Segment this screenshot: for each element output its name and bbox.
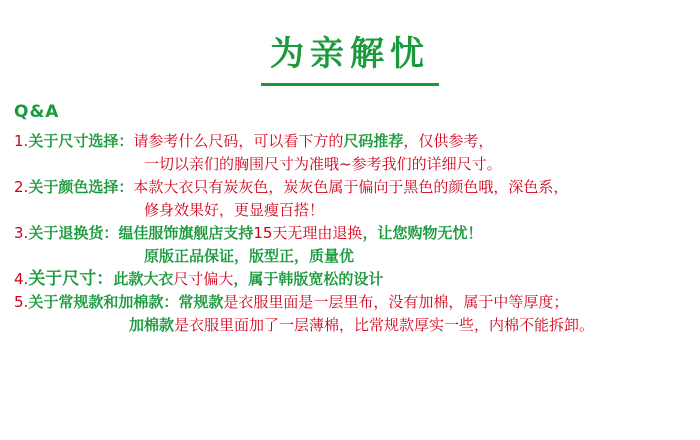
qa-line [14, 199, 688, 222]
qa-number: 4. [14, 270, 29, 288]
qa-number: 2. [14, 178, 29, 196]
qa-number: 5. [14, 293, 29, 311]
qa-answer-text: ，仅供参考， [403, 132, 494, 150]
qa-item [0, 222, 700, 268]
qa-line [14, 245, 688, 268]
qa-item [0, 130, 700, 176]
qa-question-label: 关于退换货： [28, 224, 119, 242]
qa-line [14, 268, 688, 291]
qa-line [14, 176, 688, 199]
qa-highlight-text: 加棉款 [129, 316, 175, 334]
qa-highlight-text: 原版正品保证，版型正，质量优 [144, 247, 355, 265]
qa-answer-text: 本款大衣只有炭灰色，炭灰色属于偏向于黑色的颜色哦，深色系， [133, 178, 569, 196]
qa-question-label: 关于颜色选择： [28, 178, 134, 196]
qa-number: 3. [14, 224, 29, 242]
title-underline [261, 83, 439, 86]
qa-line [14, 153, 688, 176]
qa-item [0, 291, 700, 337]
qa-answer-text: 15天无理由退换 [253, 224, 363, 242]
qa-answer-text: 修身效果好，更显瘦百搭！ [144, 201, 325, 219]
qa-line [14, 291, 688, 314]
page-title: 为亲解忧 [270, 34, 430, 74]
qa-question-label: 关于尺寸： [28, 269, 114, 289]
qa-list [0, 130, 700, 337]
qa-answer-text: 是衣服里面是一层里布，没有加棉，属于中等厚度； [223, 293, 569, 311]
qa-highlight-text: 此款大衣 [113, 270, 174, 288]
qa-question-label: 关于常规款和加棉款： [28, 293, 179, 311]
qa-line [14, 314, 688, 337]
qa-highlight-text: 常规款 [178, 293, 224, 311]
qa-answer-text: 是衣服里面加了一层薄棉，比常规款厚实一些，内棉不能拆卸。 [174, 316, 595, 334]
qa-line [14, 222, 688, 245]
qa-item [0, 176, 700, 222]
qa-question-label: 关于尺寸选择： [28, 132, 134, 150]
qa-highlight-text: ，让您购物无忧！ [362, 224, 483, 242]
qa-line [14, 130, 688, 153]
qa-answer-text: 尺寸偏大 [173, 270, 234, 288]
qa-number: 1. [14, 132, 29, 150]
section-label: Q&A [14, 102, 60, 122]
qa-item [0, 268, 700, 291]
qa-highlight-text: 尺码推荐 [343, 132, 404, 150]
qa-answer-text: 一切以亲们的胸围尺寸为准哦~参考我们的详细尺寸。 [144, 155, 502, 173]
qa-highlight-text: 缊佳服饰旗舰店支持 [118, 224, 254, 242]
qa-highlight-text: ，属于韩版宽松的设计 [233, 270, 384, 288]
qa-answer-text: 请参考什么尺码，可以看下方的 [133, 132, 344, 150]
